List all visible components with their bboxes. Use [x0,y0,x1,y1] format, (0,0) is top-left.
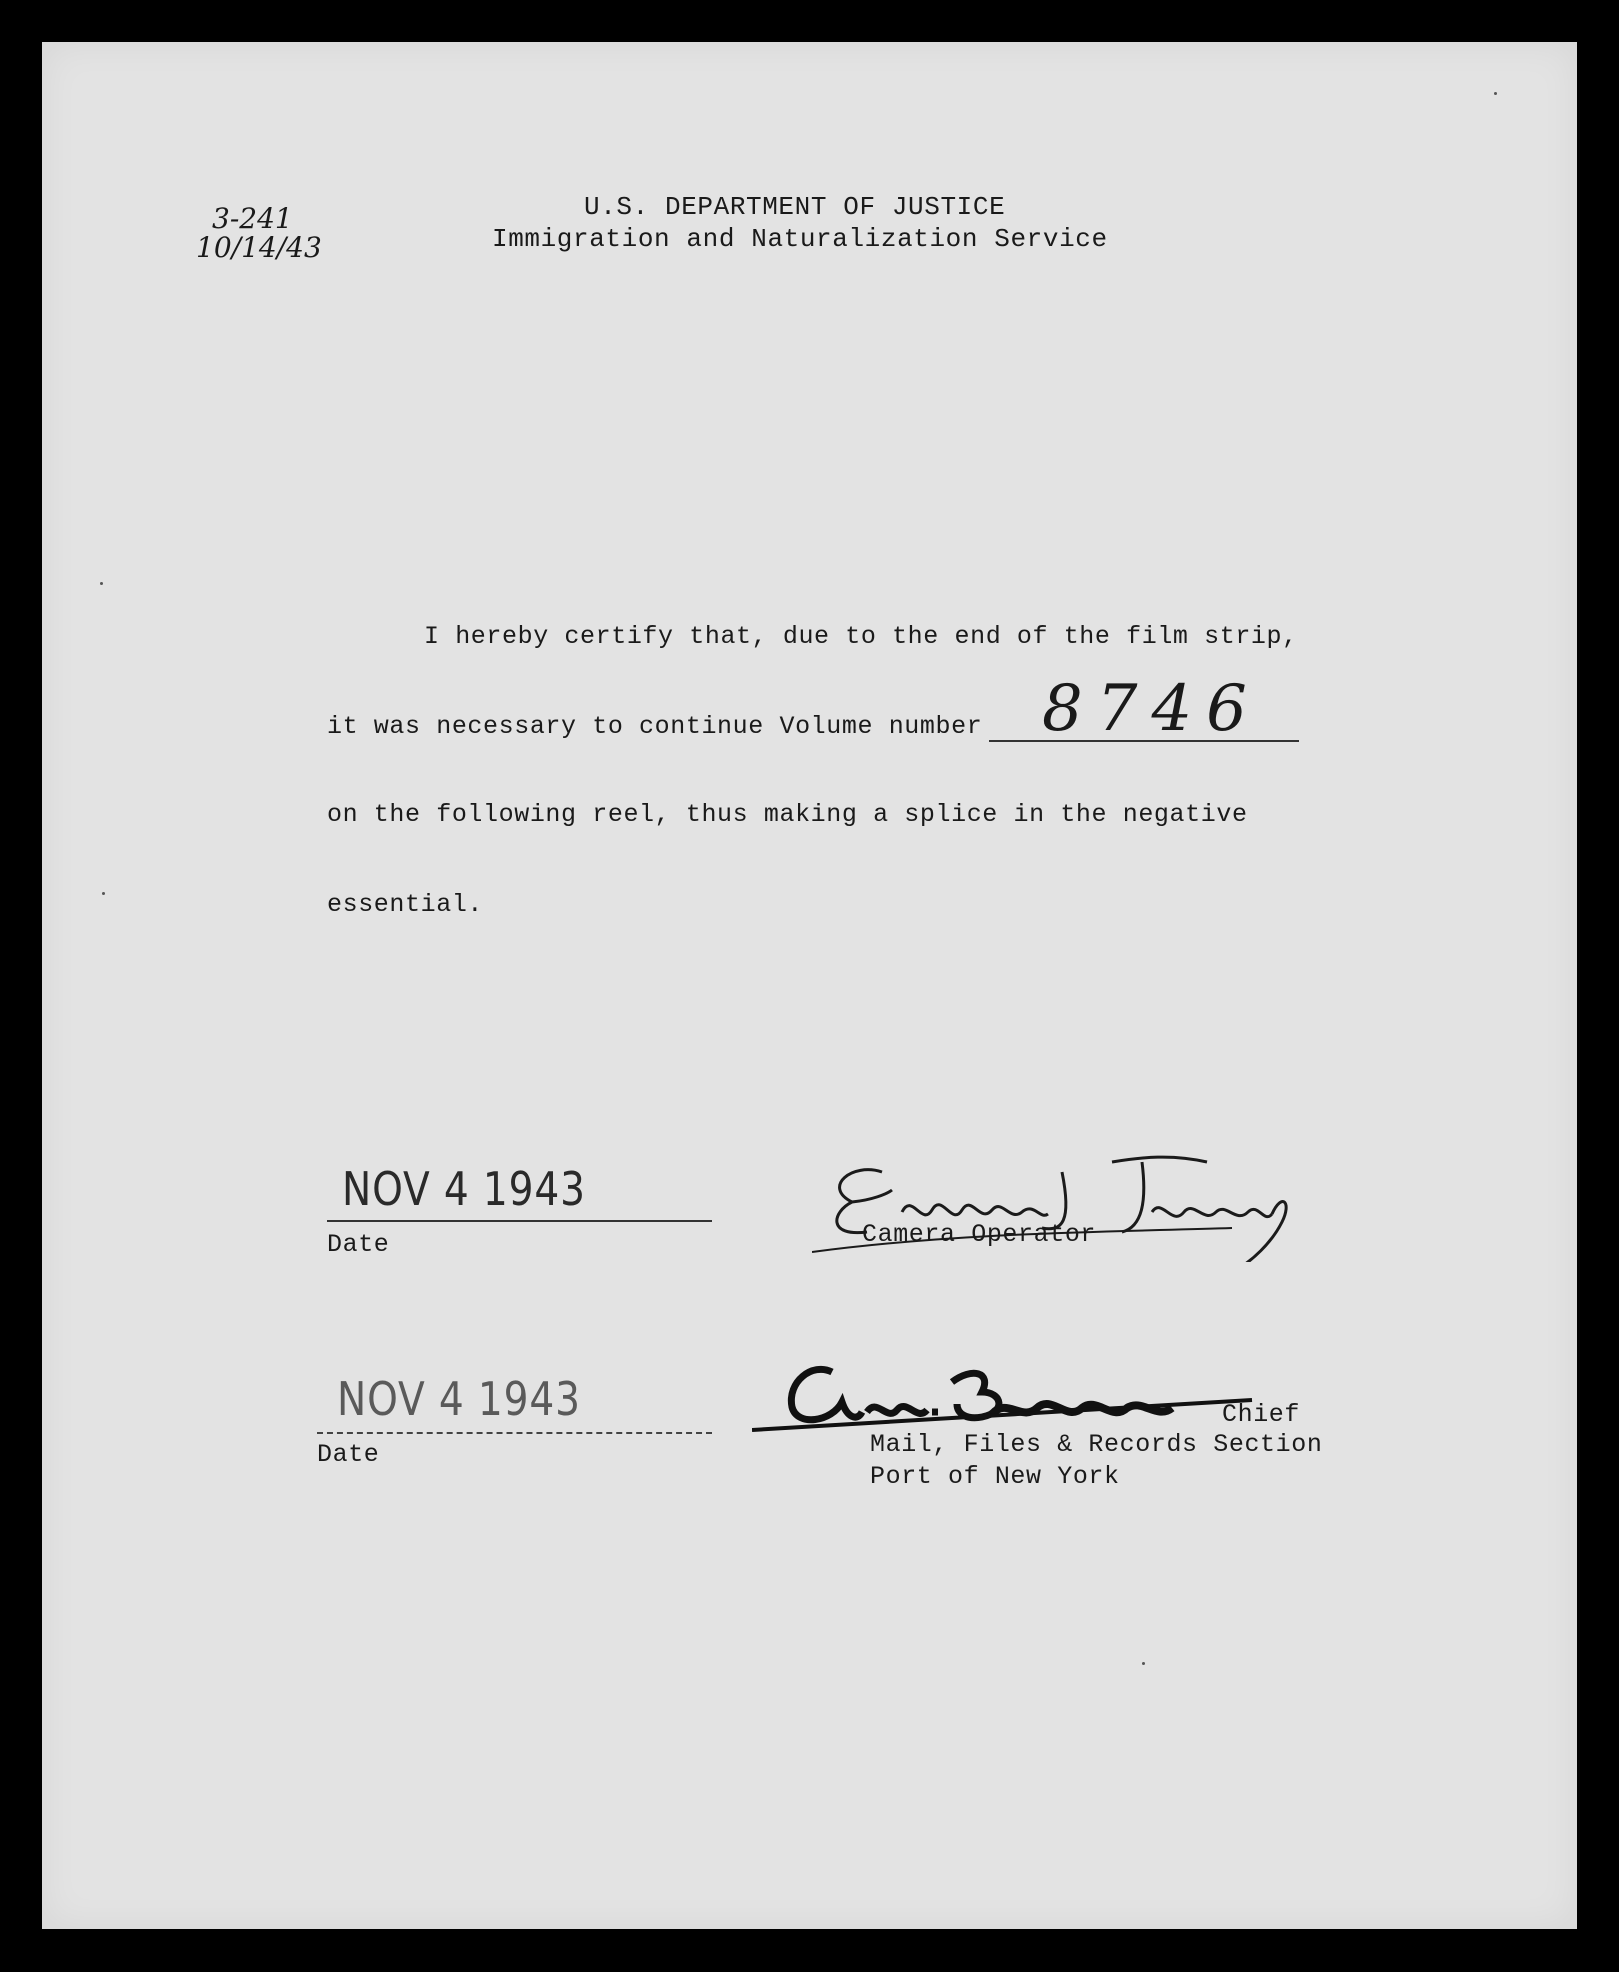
chief-date-stamp: NOV 4 1943 [337,1372,581,1426]
chief-title: Chief [1222,1400,1301,1429]
form-date: 10/14/43 [196,231,322,264]
camera-date-stamp: NOV 4 1943 [342,1162,586,1216]
scan-speck [1494,92,1497,95]
form-number: 3-241 [212,202,293,235]
service-heading: Immigration and Naturalization Service [492,224,1108,254]
document-page [42,42,1577,1929]
body-line-2: it was necessary to continue Volume number [327,712,983,741]
chief-department-line-2: Port of New York [870,1462,1120,1491]
scan-speck [1142,1662,1145,1665]
department-heading: U.S. DEPARTMENT OF JUSTICE [584,192,1006,222]
camera-date-line [327,1220,712,1222]
body-line-3: on the following reel, thus making a splice in the negative [327,800,1248,829]
chief-date-label: Date [317,1440,380,1469]
chief-signature [752,1342,1272,1442]
body-line-4: essential. [327,890,484,919]
scan-speck [102,892,105,895]
volume-number: 8746 [1042,672,1261,746]
chief-department-line-1: Mail, Files & Records Section [870,1430,1323,1459]
scan-speck [100,582,103,585]
chief-date-line [317,1432,712,1434]
camera-date-label: Date [327,1230,390,1259]
body-line-1: I hereby certify that, due to the end of the film strip, [424,622,1298,651]
camera-operator-title: Camera Operator [862,1220,1097,1249]
